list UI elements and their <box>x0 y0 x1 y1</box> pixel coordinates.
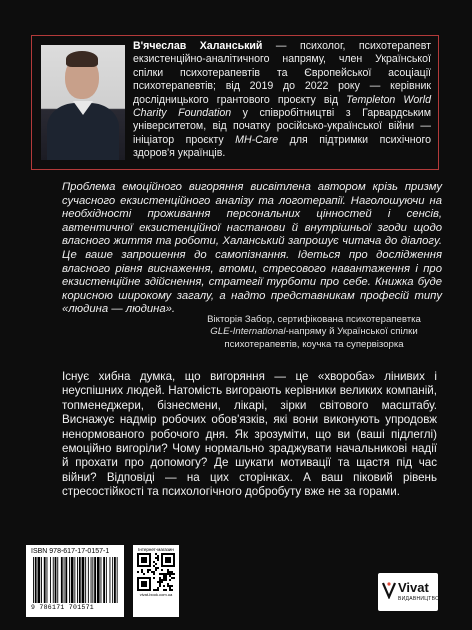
review-quote: Проблема емоційного вигоряння висвітлена автором крізь призму сучасного екзистенційного аналізу та логотерапії. Наголошуючи на необхідності проживання персональних цінностей і сенсів, автентичної екзистенційної настанови й внутрішньої згоди щодо власного життя та роботи, Халанський запрошує читача до діалогу. Це ваше запрошення до самопізнання. Ідеться про дослідження власного рівня виснаження, втоми, стресового навантаження і про екзистенційне здійснення, стратегії турботи про себе. Книжка буде корисною широкому загалу, а надто представникам професій типу «людина — людина». <box>62 181 442 316</box>
qr-code-icon <box>137 553 175 591</box>
foundation-name: Templeton World Charity Foundation <box>133 93 431 120</box>
book-description: Існує хибна думка, що вигоряння — це «хвороба» лінивих і неуспішних людей. Натомість вигорають керівники великих компаній, топменеджери, бізнесмени, лікарі, зірки світового масштабу. Виснажує надмір робочих обов'язків, які вони виконують упродовж ненормованого робочого дня. Як зрозуміти, що ви (ваші підлеглі) емоційно вигоріли? Чому нормально зраджувати начальникові надії й прохати про допомогу? Де шукати мотивації та щастя під час війни? Відповіді — на цих сторінках. А ваш піковий рівень стресостійкості та психологічного добробуту вже не за горами. <box>62 370 437 499</box>
publisher-subtitle: ВИДАВНИЦТВО <box>398 596 440 602</box>
isbn-label: ISBN 978-617-17-0157-1 <box>31 548 110 555</box>
author-photo <box>41 45 125 160</box>
author-bio: В'ячеслав Халанський — психолог, психотерапевт екзистенційно-аналітичного напряму, член Української спілки психотерапевтів та Європейської асоціації психотерапевтів; від 2019 до 2022 року — керівник дослідницького грантового проєкту від Templeton World Charity Foundation у співробітництві з Гарвардським університетом, від початку російсько-української війни — ініціатор проєкту MH-Care для підтримки психічного здоров'я українців. <box>133 40 431 160</box>
qr-title: Інтернет-магазин <box>138 547 174 552</box>
publisher-name: Vivat <box>398 580 429 595</box>
review-attribution: Вікторія Забор, сертифікована психотерапевтка GLE-International-напряму й Української спілки психотерапевтів, коучка та супервізорка <box>207 314 421 350</box>
project-name: MH-Care <box>235 133 279 146</box>
qr-code-block <box>133 545 179 617</box>
vivat-logo-icon <box>382 581 396 599</box>
publisher-logo <box>378 573 438 611</box>
author-name: В'ячеслав Халанський <box>133 40 263 52</box>
barcode-digits: 9 786171 701571 <box>31 604 95 611</box>
qr-url: vivat-book.com.ua <box>139 592 173 597</box>
isbn-barcode <box>26 545 124 617</box>
barcode-bars <box>31 557 119 603</box>
